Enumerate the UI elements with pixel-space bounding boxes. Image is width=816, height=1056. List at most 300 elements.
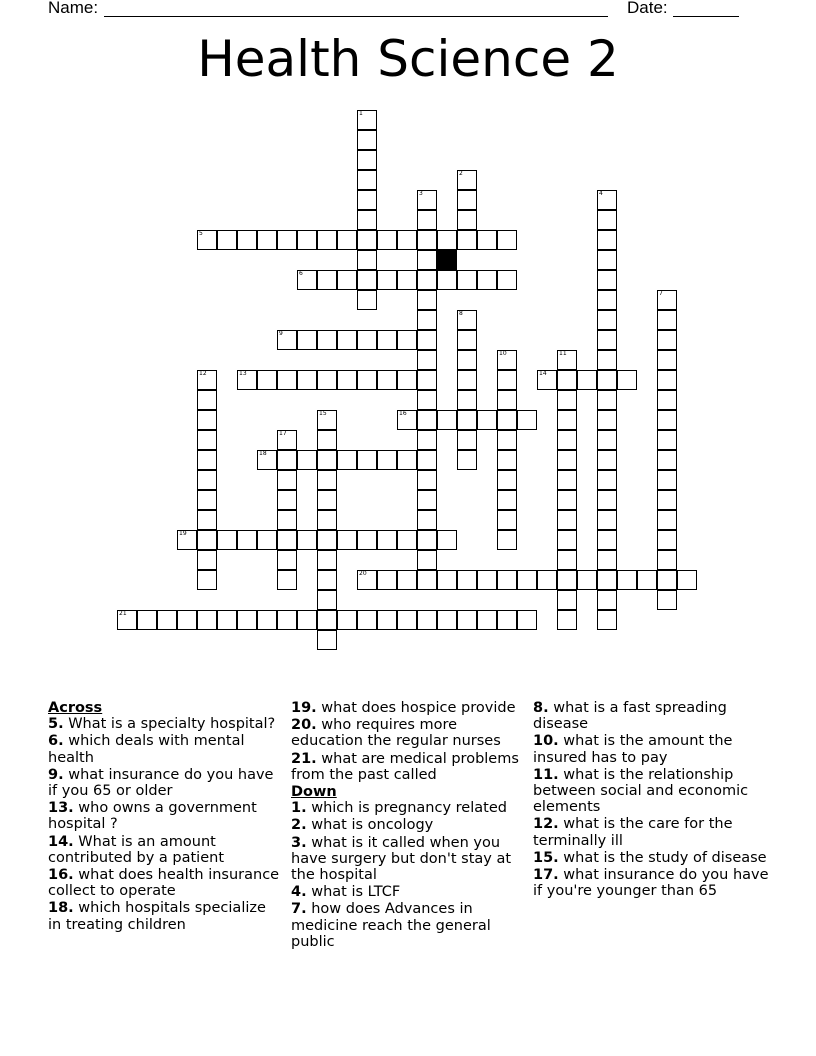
grid-cell[interactable] (197, 450, 217, 470)
grid-cell[interactable] (337, 330, 357, 350)
grid-cell[interactable] (357, 130, 377, 150)
grid-cell[interactable] (497, 610, 517, 630)
clue-number: 20 (359, 570, 367, 577)
grid-cell[interactable] (597, 330, 617, 350)
grid-cell[interactable] (597, 350, 617, 370)
grid-cell[interactable] (657, 570, 677, 590)
clues-column-3 (533, 700, 773, 900)
grid-cell[interactable] (557, 470, 577, 490)
grid-cell[interactable] (557, 590, 577, 610)
grid-cell[interactable] (317, 410, 337, 430)
grid-cell[interactable] (597, 290, 617, 310)
clue-text: which is pregnancy related (311, 800, 507, 817)
grid-cell[interactable] (417, 270, 437, 290)
clue-text: what does health insurance collect to operate (48, 867, 280, 900)
clue-number: 21 (119, 610, 127, 617)
grid-cell[interactable] (497, 370, 517, 390)
clue-text: What is an amount contributed by a patient (48, 833, 225, 866)
across-clue (291, 717, 526, 749)
clue-text: What is a specialty hospital? (68, 716, 276, 733)
down-clue (291, 800, 526, 816)
grid-cell[interactable] (597, 310, 617, 330)
grid-cell[interactable] (177, 610, 197, 630)
grid-cell[interactable] (617, 570, 637, 590)
clue-number-label: 5. (48, 716, 64, 733)
grid-cell[interactable] (457, 270, 477, 290)
grid-cell[interactable] (357, 270, 377, 290)
grid-cell[interactable] (417, 450, 437, 470)
grid-cell[interactable] (657, 470, 677, 490)
across-clue (48, 900, 283, 932)
grid-cell[interactable] (237, 230, 257, 250)
grid-cell[interactable] (457, 310, 477, 330)
grid-cell[interactable] (317, 270, 337, 290)
clue-text: which hospitals specialize in treating children (48, 900, 266, 933)
grid-cell[interactable] (417, 410, 437, 430)
grid-cell[interactable] (477, 410, 497, 430)
grid-cell[interactable] (517, 410, 537, 430)
grid-cell[interactable] (657, 550, 677, 570)
grid-cell[interactable] (417, 350, 437, 370)
grid-cell[interactable] (597, 410, 617, 430)
clue-number-label: 18. (48, 900, 74, 917)
across-clue (48, 733, 283, 765)
grid-cell[interactable] (597, 510, 617, 530)
clue-text: what does hospice provide (321, 700, 516, 716)
grid-cell[interactable] (497, 350, 517, 370)
across-heading: Across (48, 700, 103, 716)
grid-cell[interactable] (117, 610, 137, 630)
clue-text: what is a fast spreading disease (533, 700, 727, 733)
grid-cell[interactable] (437, 270, 457, 290)
grid-cell[interactable] (317, 570, 337, 590)
grid-cell[interactable] (417, 430, 437, 450)
grid-cell[interactable] (417, 190, 437, 210)
grid-cell[interactable] (577, 570, 597, 590)
grid-cell[interactable] (597, 490, 617, 510)
grid-cell[interactable] (557, 510, 577, 530)
clue-number: 10 (499, 350, 507, 357)
clue-text: what is the amount the insured has to pay (533, 733, 733, 766)
across-clue (48, 834, 283, 866)
grid-cell[interactable] (197, 570, 217, 590)
grid-cell[interactable] (597, 550, 617, 570)
clue-text: what is the care for the terminally ill (533, 816, 733, 849)
grid-cell[interactable] (457, 350, 477, 370)
clue-text: what is oncology (311, 817, 434, 834)
grid-cell[interactable] (137, 610, 157, 630)
grid-cell[interactable] (497, 390, 517, 410)
grid-cell[interactable] (357, 150, 377, 170)
grid-cell[interactable] (417, 370, 437, 390)
grid-cell[interactable] (357, 450, 377, 470)
grid-cell[interactable] (357, 570, 377, 590)
grid-cell[interactable] (277, 610, 297, 630)
grid-cell[interactable] (657, 350, 677, 370)
grid-cell[interactable] (297, 230, 317, 250)
grid-cell[interactable] (417, 310, 437, 330)
across-clue (48, 867, 283, 899)
grid-cell[interactable] (497, 490, 517, 510)
grid-cell[interactable] (657, 450, 677, 470)
grid-cell[interactable] (557, 450, 577, 470)
grid-cell[interactable] (397, 270, 417, 290)
grid-cell[interactable] (397, 610, 417, 630)
grid-cell[interactable] (317, 610, 337, 630)
grid-cell[interactable] (597, 450, 617, 470)
grid-cell[interactable] (237, 530, 257, 550)
clue-number-label: 14. (48, 833, 74, 850)
grid-cell[interactable] (537, 370, 557, 390)
grid-cell[interactable] (357, 530, 377, 550)
clue-text: what is LTCF (311, 884, 401, 901)
clue-number-label: 4. (291, 884, 307, 901)
grid-cell[interactable] (557, 430, 577, 450)
clue-number: 12 (199, 370, 207, 377)
grid-cell[interactable] (217, 230, 237, 250)
down-clue (291, 901, 526, 950)
grid-cell[interactable] (657, 530, 677, 550)
grid-cell[interactable] (277, 230, 297, 250)
grid-cell[interactable] (357, 370, 377, 390)
grid-cell[interactable] (637, 570, 657, 590)
grid-cell[interactable] (417, 550, 437, 570)
clue-text: what are medical problems from the past called (291, 750, 519, 783)
grid-cell[interactable] (337, 230, 357, 250)
down-clue (533, 867, 773, 899)
clue-text: which deals with mental health (48, 733, 245, 766)
grid-cell[interactable] (497, 270, 517, 290)
clue-number: 6 (299, 270, 303, 277)
grid-cell[interactable] (357, 250, 377, 270)
grid-cell[interactable] (197, 610, 217, 630)
grid-cell[interactable] (357, 170, 377, 190)
grid-cell[interactable] (177, 530, 197, 550)
clue-number-label: 15. (533, 849, 559, 866)
grid-cell[interactable] (257, 450, 277, 470)
grid-cell[interactable] (597, 390, 617, 410)
grid-cell[interactable] (277, 450, 297, 470)
grid-cell[interactable] (417, 290, 437, 310)
grid-cell[interactable] (457, 410, 477, 430)
grid-cell[interactable] (517, 610, 537, 630)
grid-cell[interactable] (197, 410, 217, 430)
grid-cell[interactable] (377, 450, 397, 470)
grid-cell[interactable] (437, 530, 457, 550)
grid-cell[interactable] (417, 610, 437, 630)
grid-cell[interactable] (477, 230, 497, 250)
grid-cell[interactable] (317, 630, 337, 650)
grid-cell[interactable] (557, 570, 577, 590)
grid-cell[interactable] (597, 590, 617, 610)
clue-number-label: 11. (533, 766, 559, 783)
grid-cell[interactable] (317, 330, 337, 350)
grid-cell[interactable] (657, 370, 677, 390)
clue-text: what is the study of disease (563, 849, 767, 866)
grid-cell[interactable] (457, 230, 477, 250)
grid-cell[interactable] (297, 530, 317, 550)
grid-cell[interactable] (277, 370, 297, 390)
grid-cell[interactable] (297, 450, 317, 470)
grid-cell[interactable] (277, 330, 297, 350)
grid-cell[interactable] (317, 550, 337, 570)
clue-number: 11 (559, 350, 567, 357)
grid-cell[interactable] (597, 370, 617, 390)
clue-number: 3 (419, 190, 423, 197)
grid-cell[interactable] (437, 570, 457, 590)
grid-cell[interactable] (317, 370, 337, 390)
clue-text: what is it called when you have surgery but don't stay at the hospital (291, 834, 512, 884)
grid-cell[interactable] (597, 470, 617, 490)
grid-cell[interactable] (597, 250, 617, 270)
grid-cell[interactable] (457, 390, 477, 410)
grid-cell[interactable] (457, 370, 477, 390)
grid-cell[interactable] (557, 410, 577, 430)
grid-cell[interactable] (597, 270, 617, 290)
across-clue (48, 716, 283, 732)
grid-cell[interactable] (477, 270, 497, 290)
grid-cell[interactable] (497, 430, 517, 450)
grid-cell[interactable] (437, 410, 457, 430)
grid-cell[interactable] (317, 530, 337, 550)
grid-cell[interactable] (657, 290, 677, 310)
grid-cell[interactable] (457, 190, 477, 210)
grid-cell[interactable] (597, 530, 617, 550)
grid-cell[interactable] (297, 270, 317, 290)
grid-cell[interactable] (197, 530, 217, 550)
clue-number: 13 (239, 370, 247, 377)
grid-cell[interactable] (357, 610, 377, 630)
grid-cell[interactable] (557, 610, 577, 630)
clue-number: 5 (199, 230, 203, 237)
grid-cell[interactable] (257, 370, 277, 390)
grid-cell[interactable] (377, 530, 397, 550)
grid-cell[interactable] (597, 190, 617, 210)
grid-cell[interactable] (657, 490, 677, 510)
grid-cell[interactable] (317, 230, 337, 250)
grid-cell[interactable] (457, 570, 477, 590)
grid-cell[interactable] (477, 570, 497, 590)
grid-cell[interactable] (337, 450, 357, 470)
grid-cell[interactable] (597, 610, 617, 630)
grid-cell[interactable] (657, 410, 677, 430)
grid-cell[interactable] (197, 550, 217, 570)
grid-cell[interactable] (597, 430, 617, 450)
grid-cell[interactable] (577, 370, 597, 390)
grid-cell[interactable] (657, 430, 677, 450)
grid-cell[interactable] (317, 510, 337, 530)
grid-cell[interactable] (657, 590, 677, 610)
clue-number-label: 16. (48, 867, 74, 884)
grid-cell[interactable] (417, 530, 437, 550)
grid-cell[interactable] (597, 570, 617, 590)
grid-cell[interactable] (197, 230, 217, 250)
grid-cell[interactable] (257, 530, 277, 550)
clues-column-1 (48, 700, 283, 934)
grid-cell[interactable] (357, 210, 377, 230)
grid-cell[interactable] (157, 610, 177, 630)
grid-cell[interactable] (197, 490, 217, 510)
down-clue (533, 767, 773, 816)
grid-cell[interactable] (217, 610, 237, 630)
grid-cell[interactable] (497, 450, 517, 470)
clue-number: 15 (319, 410, 327, 417)
grid-cell[interactable] (517, 570, 537, 590)
grid-cell[interactable] (277, 510, 297, 530)
grid-cell[interactable] (357, 190, 377, 210)
grid-cell[interactable] (397, 570, 417, 590)
down-clue (291, 817, 526, 833)
clue-text: how does Advances in medicine reach the general public (291, 901, 491, 950)
grid-cell[interactable] (417, 250, 437, 270)
grid-cell[interactable] (417, 390, 437, 410)
down-clue (533, 850, 773, 866)
grid-cell[interactable] (277, 550, 297, 570)
grid-cell[interactable] (397, 230, 417, 250)
page-title: Health Science 2 (197, 30, 619, 88)
grid-cell[interactable] (417, 510, 437, 530)
grid-cell[interactable] (537, 570, 557, 590)
grid-cell[interactable] (377, 370, 397, 390)
clue-text: what insurance do you have if you're younger than 65 (533, 867, 769, 900)
clue-number: 4 (599, 190, 603, 197)
grid-cell[interactable] (197, 470, 217, 490)
grid-cell[interactable] (337, 610, 357, 630)
grid-cell[interactable] (197, 370, 217, 390)
grid-cell[interactable] (357, 290, 377, 310)
grid-cell[interactable] (237, 610, 257, 630)
clue-number-label: 10. (533, 733, 559, 750)
grid-cell[interactable] (377, 610, 397, 630)
grid-cell[interactable] (557, 350, 577, 370)
grid-cell[interactable] (397, 530, 417, 550)
grid-cell[interactable] (257, 230, 277, 250)
grid-cell[interactable] (297, 610, 317, 630)
grid-cell[interactable] (457, 610, 477, 630)
grid-cell[interactable] (477, 610, 497, 630)
grid-cell[interactable] (657, 510, 677, 530)
grid-cell[interactable] (197, 510, 217, 530)
grid-cell[interactable] (657, 330, 677, 350)
grid-cell[interactable] (657, 310, 677, 330)
grid-cell[interactable] (397, 450, 417, 470)
grid-cell[interactable] (277, 570, 297, 590)
grid-cell[interactable] (357, 230, 377, 250)
grid-cell[interactable] (417, 230, 437, 250)
grid-cell[interactable] (677, 570, 697, 590)
grid-cell[interactable] (217, 530, 237, 550)
grid-cell[interactable] (277, 470, 297, 490)
grid-cell[interactable] (497, 410, 517, 430)
grid-cell[interactable] (377, 330, 397, 350)
clue-number: 7 (659, 290, 663, 297)
grid-cell[interactable] (297, 330, 317, 350)
grid-cell[interactable] (417, 490, 437, 510)
grid-cell[interactable] (377, 270, 397, 290)
down-clue (533, 700, 773, 732)
grid-cell[interactable] (497, 230, 517, 250)
grid-cell[interactable] (197, 390, 217, 410)
clue-number-label: 21. (291, 750, 317, 767)
grid-cell[interactable] (457, 450, 477, 470)
clue-number: 19 (179, 530, 187, 537)
grid-cell[interactable] (257, 610, 277, 630)
grid-cell[interactable] (317, 450, 337, 470)
grid-cell[interactable] (377, 570, 397, 590)
grid-cell[interactable] (457, 210, 477, 230)
grid-cell[interactable] (457, 170, 477, 190)
grid-cell[interactable] (597, 210, 617, 230)
grid-cell[interactable] (557, 530, 577, 550)
grid-cell[interactable] (337, 370, 357, 390)
grid-cell[interactable] (317, 590, 337, 610)
grid-cell[interactable] (397, 410, 417, 430)
clue-number: 9 (279, 330, 283, 337)
grid-cell[interactable] (457, 430, 477, 450)
clue-text: who owns a government hospital ? (48, 800, 257, 833)
grid-cell[interactable] (417, 330, 437, 350)
clue-number-label: 19. (291, 700, 317, 716)
clue-number-label: 3. (291, 834, 307, 851)
clue-number-label: 7. (291, 901, 307, 918)
grid-cell[interactable] (437, 610, 457, 630)
grid-cell[interactable] (597, 230, 617, 250)
grid-cell[interactable] (197, 430, 217, 450)
grid-cell[interactable] (617, 370, 637, 390)
clue-number-label: 9. (48, 766, 64, 783)
grid-cell[interactable] (497, 530, 517, 550)
grid-cell[interactable] (557, 490, 577, 510)
grid-cell[interactable] (297, 370, 317, 390)
date-label: Date: (627, 0, 668, 17)
clue-number-label: 8. (533, 700, 549, 716)
grid-cell[interactable] (417, 210, 437, 230)
grid-cell[interactable] (277, 430, 297, 450)
clue-number-label: 2. (291, 817, 307, 834)
grid-cell[interactable] (497, 570, 517, 590)
grid-cell[interactable] (497, 510, 517, 530)
grid-cell[interactable] (277, 530, 297, 550)
clue-text: who requires more education the regular nurses (291, 717, 501, 750)
clue-number-label: 17. (533, 867, 559, 884)
grid-cell[interactable] (557, 370, 577, 390)
grid-cell[interactable] (377, 230, 397, 250)
grid-cell[interactable] (337, 530, 357, 550)
clue-text: what insurance do you have if you 65 or older (48, 766, 274, 800)
grid-cell[interactable] (397, 330, 417, 350)
down-clue (291, 884, 526, 900)
grid-cell[interactable] (557, 390, 577, 410)
grid-cell[interactable] (437, 230, 457, 250)
grid-cell[interactable] (457, 330, 477, 350)
grid-cell[interactable] (417, 570, 437, 590)
grid-cell[interactable] (497, 470, 517, 490)
down-heading: Down (291, 784, 337, 801)
grid-cell[interactable] (657, 390, 677, 410)
grid-cell[interactable] (237, 370, 257, 390)
grid-cell[interactable] (397, 370, 417, 390)
grid-cell[interactable] (357, 330, 377, 350)
grid-cell[interactable] (317, 490, 337, 510)
grid-cell[interactable] (277, 490, 297, 510)
grid-cell[interactable] (317, 430, 337, 450)
grid-cell[interactable] (417, 470, 437, 490)
grid-cell[interactable] (337, 270, 357, 290)
grid-cell[interactable] (557, 550, 577, 570)
grid-cell[interactable] (357, 110, 377, 130)
grid-cell[interactable] (317, 470, 337, 490)
clue-number: 18 (259, 450, 267, 457)
